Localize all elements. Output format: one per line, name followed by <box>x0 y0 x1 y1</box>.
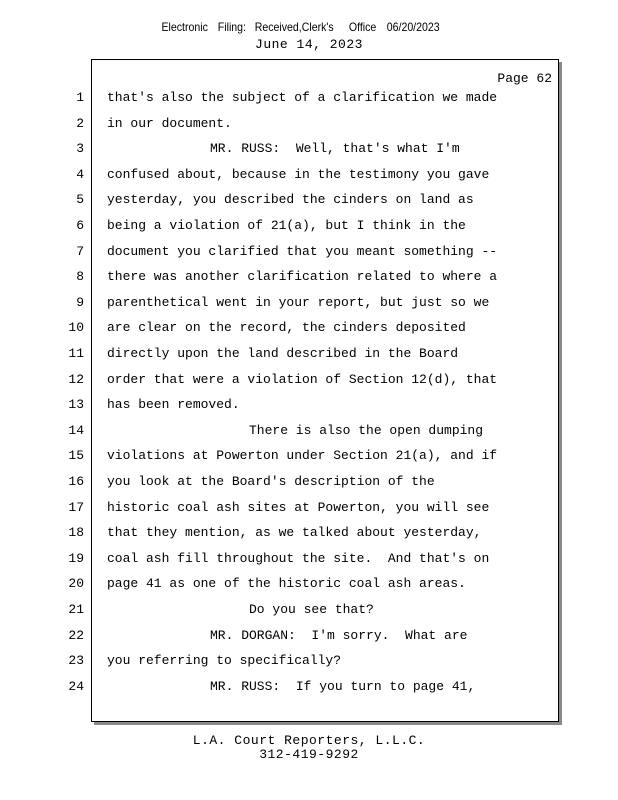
line-text: document you clarified that you meant something -- <box>107 243 498 259</box>
line-text: page 41 as one of the historic coal ash areas. <box>107 576 466 592</box>
transcript-line <box>0 372 618 397</box>
line-text: MR. RUSS: If you turn to page 41, <box>210 678 476 694</box>
transcript-line <box>0 525 618 550</box>
line-text: MR. RUSS: Well, that's what I'm <box>210 141 460 157</box>
stamp-date: 06/20/2023 <box>386 20 440 34</box>
transcript-line <box>0 423 618 448</box>
line-text: has been removed. <box>107 397 240 413</box>
line-number: 3 <box>76 141 84 157</box>
transcript-line <box>0 346 618 371</box>
transcript-line <box>0 551 618 576</box>
transcript-line <box>0 192 618 217</box>
footer-company: L.A. Court Reporters, L.L.C. <box>192 733 426 748</box>
transcript-line <box>0 679 618 704</box>
line-number: 24 <box>68 678 84 694</box>
line-text: historic coal ash sites at Powerton, you will see <box>107 499 490 515</box>
line-number: 15 <box>68 448 84 464</box>
stamp-office: Office <box>348 20 377 34</box>
line-number: 12 <box>68 371 84 387</box>
line-number: 14 <box>68 422 84 438</box>
transcript-line <box>0 397 618 422</box>
footer-phone: 312-419-9292 <box>259 747 359 762</box>
page-number: Page 62 <box>497 71 552 86</box>
line-text: being a violation of 21(a), but I think in the <box>107 218 466 233</box>
stamp-received: Received,Clerk's <box>254 20 334 34</box>
line-text: parenthetical went in your report, but just so we <box>107 294 490 310</box>
line-number: 22 <box>68 627 84 643</box>
line-number: 19 <box>68 550 84 566</box>
line-text: MR. DORGAN: I'm sorry. What are <box>210 627 468 643</box>
line-number: 5 <box>76 192 84 208</box>
line-number: 13 <box>68 397 84 413</box>
line-number: 21 <box>68 602 84 617</box>
transcript-line <box>0 116 618 141</box>
line-number: 1 <box>76 90 84 105</box>
line-number: 16 <box>68 474 84 489</box>
transcript-line <box>0 167 618 192</box>
line-number: 17 <box>68 499 84 515</box>
line-text: Do you see that? <box>249 602 374 617</box>
line-number: 10 <box>68 320 84 336</box>
transcript-line <box>0 295 618 320</box>
line-number: 18 <box>68 525 84 541</box>
line-text: confused about, because in the testimony you gave <box>107 166 490 182</box>
line-text: that's also the subject of a clarification we made <box>107 90 498 105</box>
transcript-line <box>0 474 618 499</box>
transcript-line <box>0 90 618 115</box>
stamp-electronic: Electronic <box>161 20 208 34</box>
transcript-line <box>0 653 618 678</box>
line-text: are clear on the record, the cinders deposited <box>107 320 466 336</box>
line-text: directly upon the land described in the Board <box>107 346 459 361</box>
line-text: order that were a violation of Section 12(d), that <box>107 371 498 387</box>
line-text: violations at Powerton under Section 21(a), and if <box>107 448 498 464</box>
transcript-line <box>0 269 618 294</box>
transcript-line <box>0 448 618 473</box>
transcript-line <box>0 576 618 601</box>
transcript-line <box>0 602 618 627</box>
line-number: 4 <box>76 166 84 182</box>
line-text: coal ash fill throughout the site. And that's on <box>107 550 490 566</box>
line-number: 11 <box>68 346 84 361</box>
line-number: 2 <box>76 115 84 131</box>
line-text: in our document. <box>107 115 232 131</box>
line-number: 7 <box>76 243 84 259</box>
stamp-filing: Filing: <box>217 20 246 34</box>
transcript-line <box>0 244 618 269</box>
transcript-line <box>0 320 618 345</box>
line-number: 20 <box>68 576 84 592</box>
line-number: 6 <box>76 218 84 233</box>
hearing-date: June 14, 2023 <box>255 37 363 52</box>
line-text: that they mention, as we talked about yesterday, <box>107 525 482 541</box>
line-text: yesterday, you described the cinders on land as <box>107 192 474 208</box>
line-text: There is also the open dumping <box>249 422 484 438</box>
line-text: you look at the Board's description of the <box>107 474 435 489</box>
line-text: you referring to specifically? <box>107 653 342 669</box>
line-number: 9 <box>76 294 84 310</box>
line-number: 23 <box>68 653 84 669</box>
line-text: there was another clarification related to where a <box>107 269 498 285</box>
transcript-line <box>0 500 618 525</box>
transcript-line <box>0 628 618 653</box>
transcript-line <box>0 141 618 166</box>
line-number: 8 <box>76 269 84 285</box>
transcript-line <box>0 218 618 243</box>
